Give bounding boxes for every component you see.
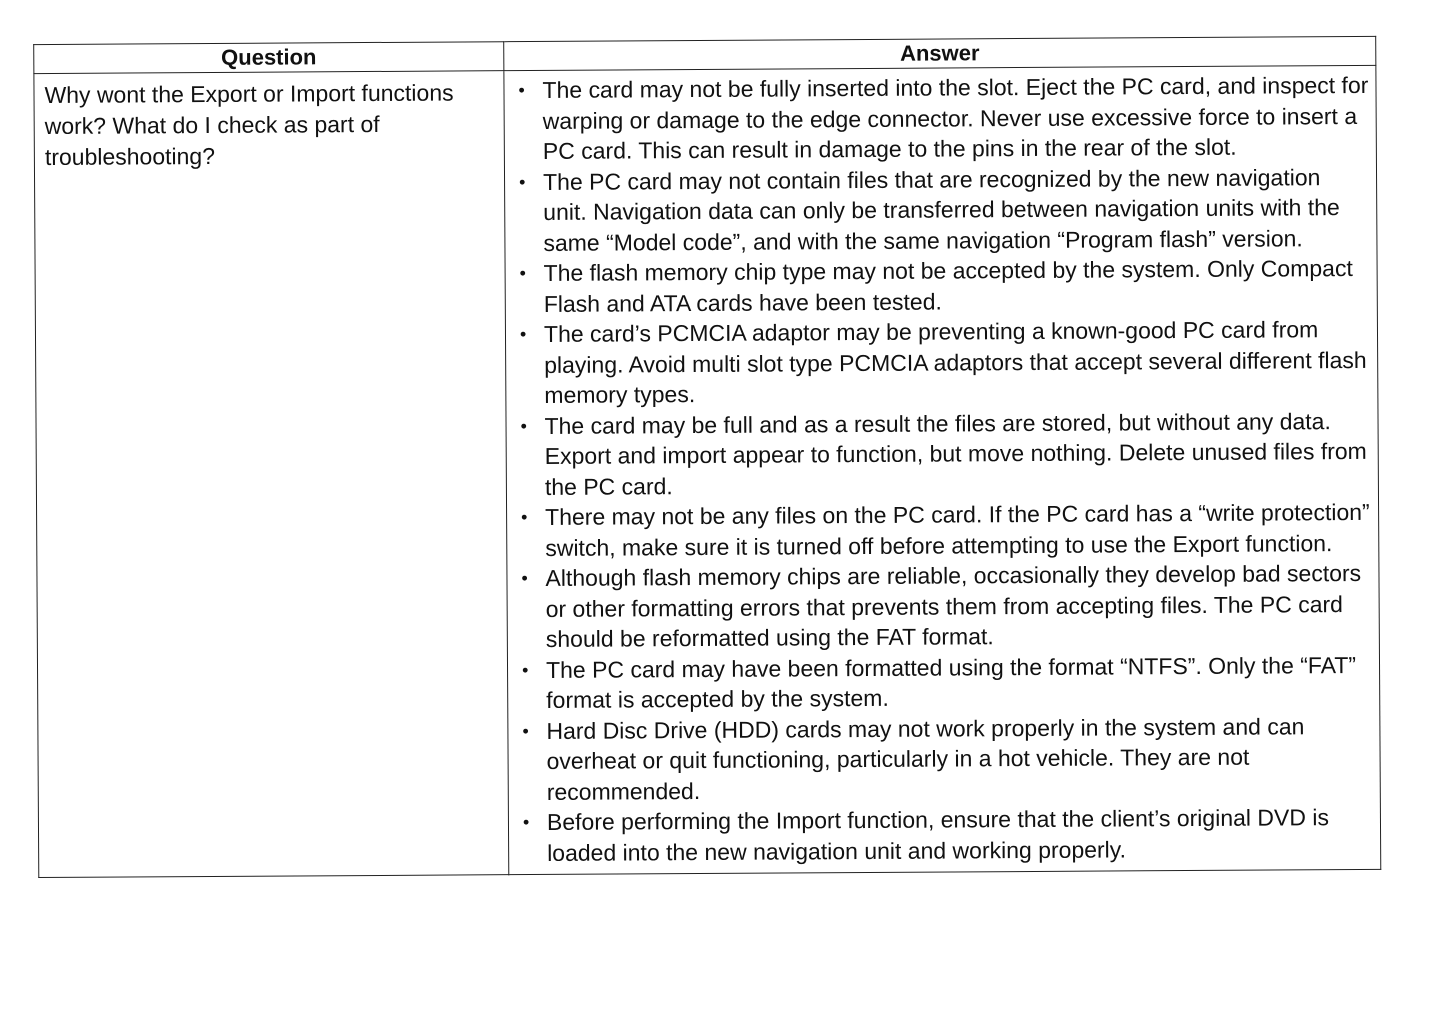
list-item: [519, 161, 1371, 258]
answer-text: The card’s PCMCIA adaptor may be preventing a known-good PC card from playing. Avoid multi slot type PCMCIA adaptors that accept several different flash memory types.: [543, 316, 1367, 408]
bullet-icon: •: [520, 415, 527, 436]
answer-text: The PC card may not contain files that are recognized by the new navigation unit. Navigation data can only be transferred between navigation units with the same “Model code”, and with the same navigation “Program flash” version.: [542, 163, 1340, 256]
table-row: [34, 65, 1381, 877]
list-item: [521, 497, 1372, 563]
bullet-icon: •: [521, 507, 528, 528]
answer-text: The PC card may have been formatted using the format “NTFS”. Only the “FAT” format is accepted by the system.: [545, 651, 1357, 713]
bullet-icon: •: [518, 80, 525, 101]
list-item: [522, 649, 1373, 715]
answer-text: Before performing the Import function, ensure that the client’s original DVD is loaded into the new navigation unit and working properly.: [546, 804, 1329, 866]
answer-list: [504, 66, 1380, 874]
list-item: [518, 70, 1370, 167]
list-item: [521, 558, 1373, 655]
answer-text: The card may not be fully inserted into the slot. Eject the PC card, and inspect for warping or damage to the edge connector. Never use excessive force to insert a PC card. This can result in damage to the pins in the rear of the slot.: [542, 71, 1369, 164]
bullet-icon: •: [519, 324, 527, 345]
list-item: [522, 710, 1374, 807]
bullet-icon: •: [522, 720, 529, 741]
bullet-icon: •: [519, 263, 526, 284]
answer-header: Answer: [504, 36, 1376, 70]
answer-cell: [504, 65, 1381, 874]
question-text: Why wont the Export or Import functions work? What do I check as part of troubleshooting?: [44, 79, 454, 170]
list-item: [520, 253, 1371, 319]
answer-text: Hard Disc Drive (HDD) cards may not work properly in the system and can overheat or quit functioning, particularly in a hot vehicle. They are not recommended.: [546, 712, 1305, 805]
list-item: [523, 802, 1374, 868]
qa-table: [33, 36, 1381, 878]
bullet-icon: •: [521, 568, 528, 589]
answer-text: The flash memory chip type may not be accepted by the system. Only Compact Flash and ATA cards have been tested.: [543, 255, 1353, 317]
bullet-icon: •: [521, 659, 529, 680]
answer-text: There may not be any files on the PC card. If the PC card has a “write protection” switch, make sure it is turned off before attempting to use the Export function.: [545, 498, 1370, 561]
bullet-icon: •: [518, 171, 526, 192]
answer-text: The card may be full and as a result the files are stored, but without any data. Export and import appear to function, but move nothing. Delete unused files from the PC card.: [544, 407, 1367, 500]
question-cell: [34, 71, 509, 878]
list-item: [520, 314, 1372, 411]
answer-text: Although flash memory chips are reliable, occasionally they develop bad sectors or other formatting errors that prevents them from accepting files. The PC card should be reformatted using the FAT format.: [545, 559, 1362, 652]
bullet-icon: •: [522, 812, 530, 833]
list-item: [520, 405, 1372, 502]
question-header: Question: [34, 42, 504, 74]
